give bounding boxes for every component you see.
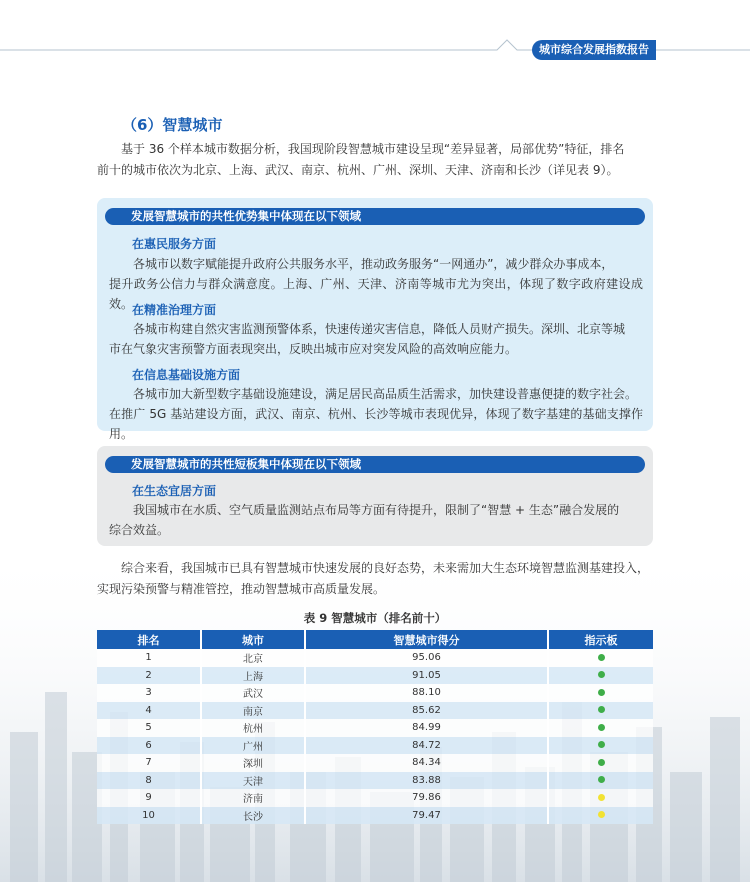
- indicator-dot-icon: [598, 654, 605, 661]
- advantage-text-governance-line1: 各城市构建自然灾害监测预警体系，快速传递灾害信息，降低人员财产损失。深圳、北京等城: [133, 322, 626, 336]
- advantage-text-governance: [109, 319, 643, 359]
- indicator-dot-icon: [598, 706, 605, 713]
- indicator-cell: [548, 667, 653, 685]
- rank-cell: 7: [97, 754, 201, 772]
- advantage-text-service-line2: 提升政务公信力与群众满意度。上海、广州、天津、济南等城市尤为突出，体现了数字政府建设成效。: [109, 277, 643, 311]
- score-cell: 79.47: [305, 807, 548, 825]
- score-cell: 84.34: [305, 754, 548, 772]
- table-row: [97, 789, 653, 807]
- score-cell: 91.05: [305, 667, 548, 685]
- section-title: （6）智慧城市: [122, 116, 223, 134]
- indicator-cell: [548, 754, 653, 772]
- indicator-cell: [548, 684, 653, 702]
- indicator-dot-icon: [598, 724, 605, 731]
- report-tag: 城市综合发展指数报告: [532, 40, 656, 60]
- rank-cell: 8: [97, 772, 201, 790]
- rank-cell: 10: [97, 807, 201, 825]
- table-row: [97, 684, 653, 702]
- weaknesses-heading: 发展智慧城市的共性短板集中体现在以下领域: [105, 456, 645, 473]
- table-header-row: [97, 630, 653, 649]
- table-row: [97, 702, 653, 720]
- indicator-dot-icon: [598, 741, 605, 748]
- intro-line-2: 前十的城市依次为北京、上海、武汉、南京、杭州、广州、深圳、天津、济南和长沙（详见表 9）。: [97, 163, 619, 177]
- score-cell: 83.88: [305, 772, 548, 790]
- table-row: [97, 649, 653, 667]
- rank-cell: 9: [97, 789, 201, 807]
- advantage-text-infrastructure-line1: 各城市加大新型数字基础设施建设，满足居民高品质生活需求，加快建设普惠便捷的数字社会。: [133, 387, 638, 401]
- header-indicator: 指示板: [548, 630, 653, 649]
- city-cell: 深圳: [201, 754, 305, 772]
- score-cell: 79.86: [305, 789, 548, 807]
- weakness-text-ecology-line1: 我国城市在水质、空气质量监测站点布局等方面有待提升，限制了“智慧 + 生态”融合发展的: [133, 503, 620, 517]
- indicator-cell: [548, 649, 653, 667]
- weakness-text-ecology-line2: 综合效益。: [109, 523, 170, 537]
- advantage-title-infrastructure: 在信息基础设施方面: [132, 368, 241, 382]
- table-row: [97, 667, 653, 685]
- score-cell: 84.72: [305, 737, 548, 755]
- rank-cell: 3: [97, 684, 201, 702]
- advantage-text-infrastructure-line2: 在推广 5G 基站建设方面，武汉、南京、杭州、长沙等城市表现优异，体现了数字基建的基础支撑作用。: [109, 407, 643, 441]
- table-row: [97, 772, 653, 790]
- indicator-cell: [548, 737, 653, 755]
- table-row: [97, 719, 653, 737]
- weaknesses-box: [97, 446, 653, 546]
- advantage-text-service-line1: 各城市以数字赋能提升政府公共服务水平，推动政务服务“一网通办”，减少群众办事成本，: [133, 257, 614, 271]
- indicator-cell: [548, 789, 653, 807]
- rank-cell: 2: [97, 667, 201, 685]
- score-cell: 88.10: [305, 684, 548, 702]
- conclusion-line-2: 实现污染预警与精准管控，推动智慧城市高质量发展。: [97, 582, 386, 596]
- rank-cell: 1: [97, 649, 201, 667]
- intro-paragraph: [97, 139, 653, 181]
- table-caption: 表 9 智慧城市（排名前十）: [303, 611, 447, 625]
- indicator-dot-icon: [598, 794, 605, 801]
- city-cell: 武汉: [201, 684, 305, 702]
- city-cell: 广州: [201, 737, 305, 755]
- header-score: 智慧城市得分: [305, 630, 548, 649]
- header-rank: 排名: [97, 630, 201, 649]
- indicator-dot-icon: [598, 811, 605, 818]
- conclusion-paragraph: [97, 558, 653, 600]
- conclusion-line-1: 综合来看，我国城市已具有智慧城市快速发展的良好态势，未来需加大生态环境智慧监测基建投入，: [121, 561, 650, 575]
- intro-line-1: 基于 36 个样本城市数据分析，我国现阶段智慧城市建设呈现“差异显著，局部优势”特征，排名: [121, 142, 625, 156]
- city-cell: 长沙: [201, 807, 305, 825]
- rank-cell: 4: [97, 702, 201, 720]
- advantage-text-governance-line2: 市在气象灾害预警方面表现突出，反映出城市应对突发风险的高效响应能力。: [109, 342, 518, 356]
- weakness-title-ecology: 在生态宜居方面: [132, 484, 217, 498]
- rank-cell: 5: [97, 719, 201, 737]
- city-cell: 南京: [201, 702, 305, 720]
- city-cell: 济南: [201, 789, 305, 807]
- table-row: [97, 807, 653, 825]
- rank-cell: 6: [97, 737, 201, 755]
- table-row: [97, 754, 653, 772]
- city-cell: 北京: [201, 649, 305, 667]
- city-cell: 杭州: [201, 719, 305, 737]
- indicator-dot-icon: [598, 689, 605, 696]
- score-cell: 95.06: [305, 649, 548, 667]
- ranking-table: [97, 630, 653, 824]
- indicator-dot-icon: [598, 776, 605, 783]
- city-cell: 上海: [201, 667, 305, 685]
- header-city: 城市: [201, 630, 305, 649]
- indicator-cell: [548, 719, 653, 737]
- score-cell: 85.62: [305, 702, 548, 720]
- indicator-dot-icon: [598, 759, 605, 766]
- table-row: [97, 737, 653, 755]
- advantages-heading: 发展智慧城市的共性优势集中体现在以下领域: [105, 208, 645, 225]
- city-cell: 天津: [201, 772, 305, 790]
- advantages-box: [97, 198, 653, 441]
- advantage-text-infrastructure: [109, 384, 643, 444]
- indicator-cell: [548, 807, 653, 825]
- advantage-title-service: 在惠民服务方面: [132, 237, 217, 251]
- score-cell: 84.99: [305, 719, 548, 737]
- indicator-cell: [548, 702, 653, 720]
- weakness-text-ecology: [109, 500, 643, 540]
- indicator-dot-icon: [598, 671, 605, 678]
- advantage-title-governance: 在精准治理方面: [132, 303, 217, 317]
- indicator-cell: [548, 772, 653, 790]
